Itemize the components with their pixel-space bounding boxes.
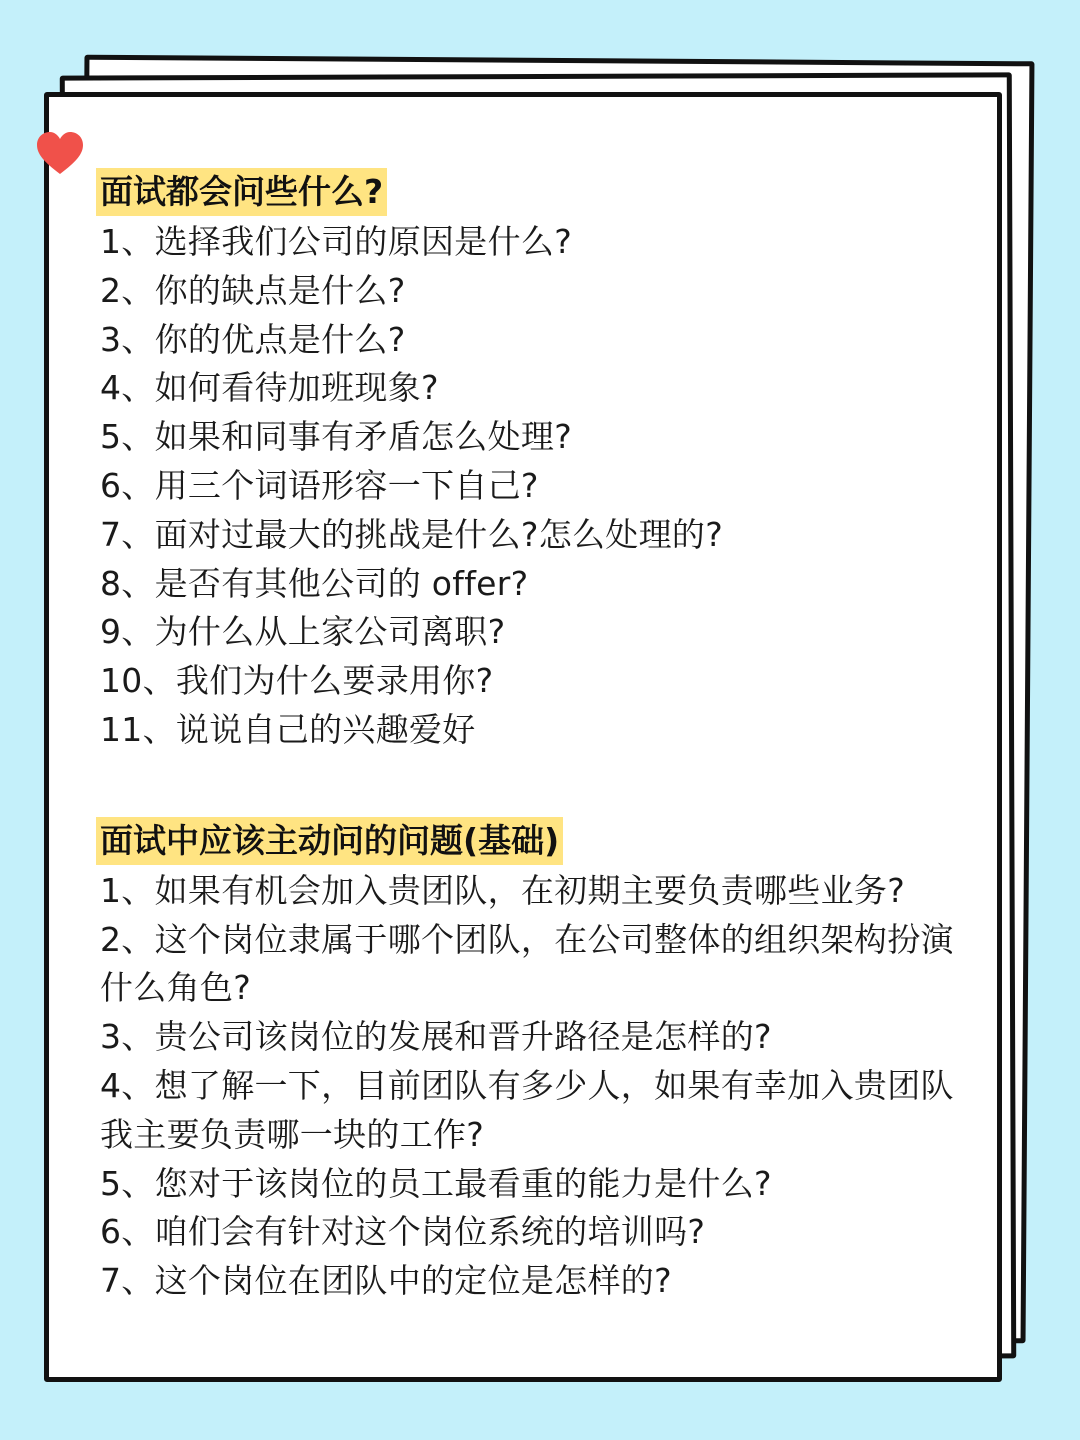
- list-item: 3、你的优点是什么?: [100, 319, 406, 359]
- section-title-common-questions: 面试都会问些什么?: [96, 168, 387, 216]
- list-item: 2、这个岗位隶属于哪个团队，在公司整体的组织架构扮演什么角色?: [100, 919, 954, 1008]
- list-item: 1、如果有机会加入贵团队，在初期主要负责哪些业务?: [100, 870, 906, 910]
- list-item: 5、您对于该岗位的员工最看重的能力是什么?: [100, 1163, 772, 1203]
- list-item: 10、我们为什么要录用你?: [100, 661, 494, 701]
- list-item: 9、为什么从上家公司离职?: [100, 612, 506, 652]
- list-item: 7、这个岗位在团队中的定位是怎样的?: [100, 1261, 672, 1301]
- questions-to-ask-list: [100, 867, 970, 1306]
- list-item: 5、如果和同事有矛盾怎么处理?: [100, 417, 573, 457]
- common-questions-list: [100, 218, 970, 755]
- list-item: 6、用三个词语形容一下自己?: [100, 465, 539, 505]
- list-item: 7、面对过最大的挑战是什么?怎么处理的?: [100, 514, 724, 554]
- list-item: 11、说说自己的兴趣爱好: [100, 709, 476, 749]
- list-item: 3、贵公司该岗位的发展和晋升路径是怎样的?: [100, 1017, 772, 1057]
- section-gap: [100, 755, 970, 817]
- section-title-questions-to-ask: 面试中应该主动问的问题(基础): [96, 817, 563, 865]
- list-item: 6、咱们会有针对这个岗位系统的培训吗?: [100, 1212, 706, 1252]
- heart-icon: [34, 128, 86, 180]
- list-item: 8、是否有其他公司的 offer?: [100, 563, 529, 603]
- list-item: 2、你的缺点是什么?: [100, 270, 406, 310]
- note-content: [100, 168, 970, 1306]
- list-item: 1、选择我们公司的原因是什么?: [100, 222, 573, 261]
- list-item: 4、如何看待加班现象?: [100, 368, 439, 408]
- list-item: 4、想了解一下，目前团队有多少人，如果有幸加入贵团队我主要负责哪一块的工作?: [100, 1065, 954, 1154]
